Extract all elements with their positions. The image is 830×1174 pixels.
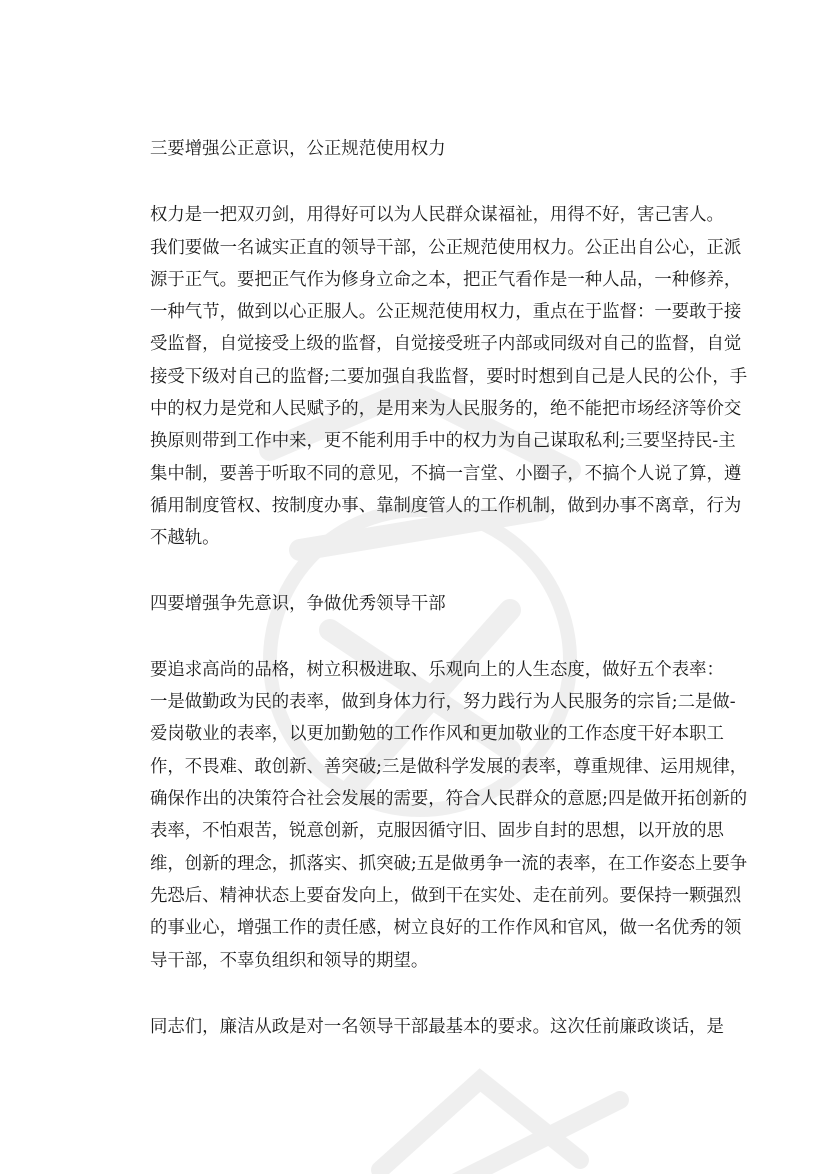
text-line: 同志们，廉洁从政是对一名领导干部最基本的要求。这次任前廉政谈话，是 bbox=[150, 1016, 724, 1037]
document-body bbox=[122, 133, 748, 1043]
paragraph-3 bbox=[122, 199, 748, 554]
text-line: 爱岗敬业的表率，以更加勤勉的工作作风和更加敬业的工作态度干好本职工 bbox=[150, 724, 724, 745]
text-line: 作，不畏难、敢创新、善突破;三是做科学发展的表率，尊重规律、运用规律， bbox=[150, 756, 748, 777]
paragraph-4 bbox=[122, 654, 748, 977]
text-line: 受监督，自觉接受上级的监督，自觉接受班子内部或同级对自己的监督，自觉 bbox=[150, 334, 742, 355]
text-line: 集中制，要善于听取不同的意见，不搞一言堂、小圈子，不搞个人说了算，遵 bbox=[150, 463, 742, 484]
text-line: 先恐后、精神状态上要奋发向上，做到干在实处、走在前列。要保持一颗强烈 bbox=[150, 885, 742, 906]
text-line: 表率，不怕艰苦，锐意创新，克服因循守旧、固步自封的思想，以开放的思 bbox=[150, 821, 724, 842]
text-line: 我们要做一名诚实正直的领导干部，公正规范使用权力。公正出自公心，正派 bbox=[150, 237, 742, 258]
section-heading-4: 四要增强争先意识，争做优秀领导干部 bbox=[150, 593, 446, 614]
text-line: 循用制度管权、按制度办事、靠制度管人的工作机制，做到办事不离章，行为 bbox=[150, 495, 742, 516]
text-line: 要追求高尚的品格，树立积极进取、乐观向上的人生态度，做好五个表率： bbox=[150, 659, 724, 680]
text-line: 维，创新的理念，抓落实、抓突破;五是做勇争一流的表率，在工作姿态上要争 bbox=[150, 853, 748, 874]
text-line: 接受下级对自己的监督;二要加强自我监督，要时时想到自己是人民的公仆，手 bbox=[150, 366, 748, 387]
text-line: 一种气节，做到以心正服人。公正规范使用权力，重点在于监督：一要敢于接 bbox=[150, 302, 742, 323]
text-line: 不越轨。 bbox=[150, 528, 220, 549]
text-line: 换原则带到工作中来，更不能利用手中的权力为自己谋取私利;三要坚持民-主 bbox=[150, 431, 736, 452]
text-line: 中的权力是党和人民赋予的，是用来为人民服务的，绝不能把市场经济等价交 bbox=[150, 399, 742, 420]
text-line: 源于正气。要把正气作为修身立命之本，把正气看作是一种人品，一种修养， bbox=[150, 269, 742, 290]
text-line: 确保作出的决策符合社会发展的需要，符合人民群众的意愿;四是做开拓创新的 bbox=[150, 789, 748, 810]
paragraph-5 bbox=[122, 1011, 724, 1043]
watermark-fragment-icon bbox=[360, 1040, 660, 1174]
text-line: 权力是一把双刃剑，用得好可以为人民群众谋福祉，用得不好，害己害人。 bbox=[150, 205, 724, 226]
text-line: 的事业心，增强工作的责任感，树立良好的工作作风和官风，做一名优秀的领 bbox=[150, 918, 742, 939]
section-heading-3: 三要增强公正意识，公正规范使用权力 bbox=[150, 139, 446, 159]
text-line: 一是做勤政为民的表率，做到身体力行，努力践行为人民服务的宗旨;二是做- bbox=[150, 692, 736, 713]
text-line: 导干部，不辜负组织和领导的期望。 bbox=[150, 950, 429, 971]
